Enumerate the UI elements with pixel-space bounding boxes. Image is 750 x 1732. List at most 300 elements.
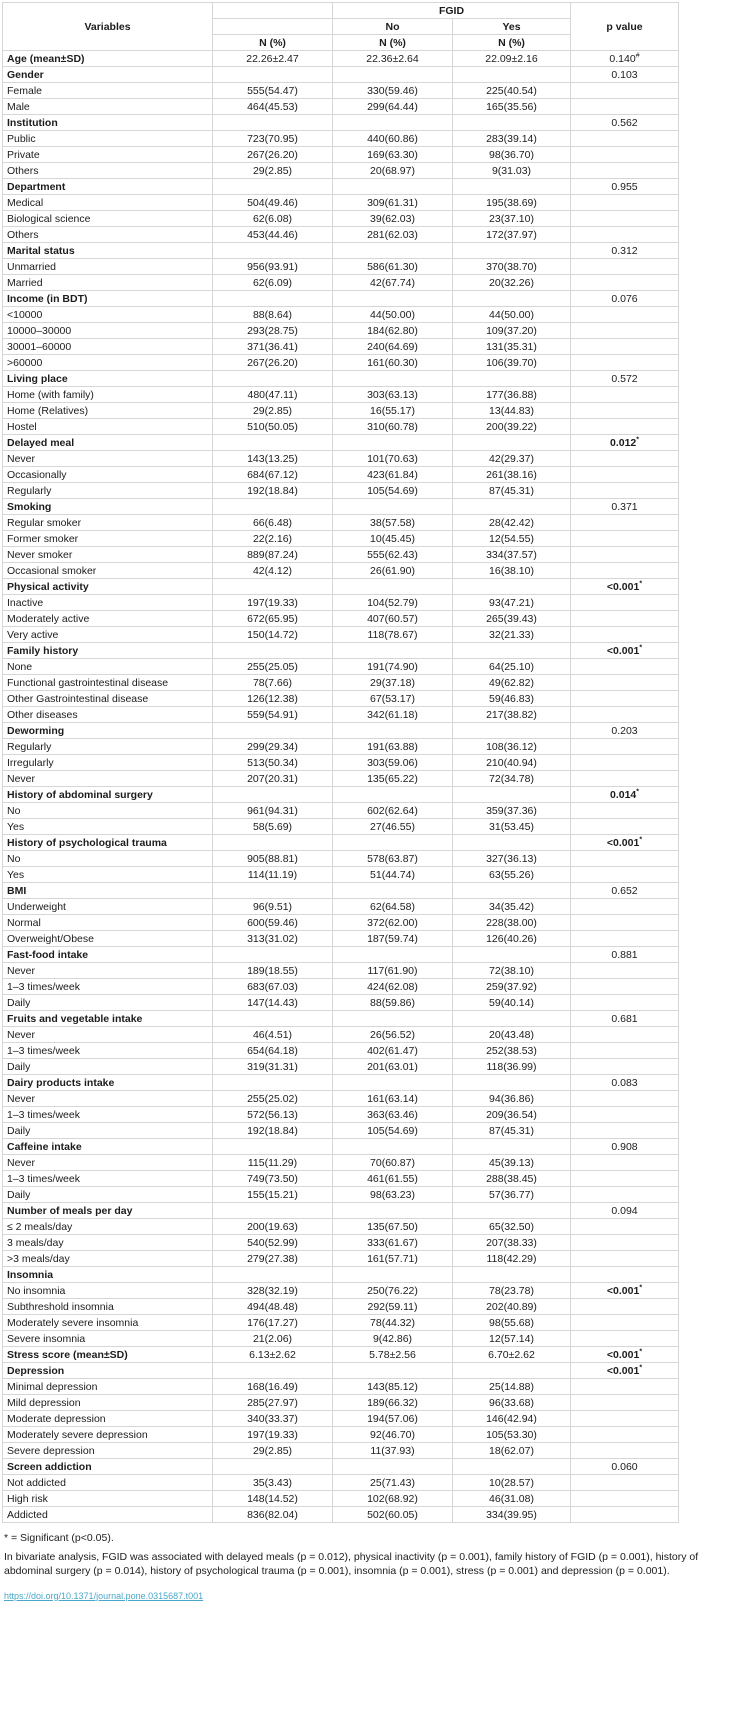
fgid-yes-cell: [453, 787, 571, 803]
p-value-cell: [571, 355, 679, 371]
table-row: [3, 1507, 679, 1523]
fgid-no-cell: 161(60.30): [333, 355, 453, 371]
p-value-cell: [571, 339, 679, 355]
table-row: [3, 547, 679, 563]
p-value-cell: 0.881: [571, 947, 679, 963]
total-cell: 510(50.05): [213, 419, 333, 435]
p-value-cell: [571, 1379, 679, 1395]
variable-cell: Moderate depression: [3, 1411, 213, 1427]
fgid-no-cell: [333, 579, 453, 595]
fgid-yes-cell: 98(55.68): [453, 1315, 571, 1331]
variable-cell: Dairy products intake: [3, 1075, 213, 1091]
fgid-no-cell: [333, 1459, 453, 1475]
variable-cell: Private: [3, 147, 213, 163]
p-value-cell: [571, 1187, 679, 1203]
variable-cell: Marital status: [3, 243, 213, 259]
header-n-pct-total: N (%): [213, 35, 333, 51]
total-cell: 328(32.19): [213, 1283, 333, 1299]
fgid-no-cell: 303(63.13): [333, 387, 453, 403]
variable-cell: Severe depression: [3, 1443, 213, 1459]
p-value-cell: [571, 563, 679, 579]
p-value-cell: [571, 675, 679, 691]
total-cell: [213, 787, 333, 803]
variable-cell: Moderately severe insomnia: [3, 1315, 213, 1331]
table-row: [3, 1235, 679, 1251]
variable-cell: Caffeine intake: [3, 1139, 213, 1155]
table-row: [3, 83, 679, 99]
fgid-yes-cell: 31(53.45): [453, 819, 571, 835]
table-row: [3, 1123, 679, 1139]
table-row: [3, 771, 679, 787]
p-value-cell: [571, 755, 679, 771]
fgid-no-cell: 161(57.71): [333, 1251, 453, 1267]
table-row: [3, 387, 679, 403]
total-cell: 684(67.12): [213, 467, 333, 483]
total-cell: 78(7.66): [213, 675, 333, 691]
p-value-cell: [571, 1155, 679, 1171]
fgid-no-cell: 187(59.74): [333, 931, 453, 947]
fgid-yes-cell: [453, 291, 571, 307]
variable-cell: Never: [3, 1027, 213, 1043]
fgid-yes-cell: [453, 1011, 571, 1027]
fgid-no-cell: 16(55.17): [333, 403, 453, 419]
total-cell: 255(25.05): [213, 659, 333, 675]
total-cell: [213, 291, 333, 307]
total-cell: 267(26.20): [213, 147, 333, 163]
total-cell: 513(50.34): [213, 755, 333, 771]
fgid-yes-cell: 202(40.89): [453, 1299, 571, 1315]
p-value-cell: [571, 819, 679, 835]
variable-cell: Hostel: [3, 419, 213, 435]
variable-cell: 1–3 times/week: [3, 1107, 213, 1123]
total-cell: 267(26.20): [213, 355, 333, 371]
fgid-no-cell: 303(59.06): [333, 755, 453, 771]
footnote-bivariate: In bivariate analysis, FGID was associated with delayed meals (p = 0.012), physical inactivity (p = 0.001), family history of FGID (p = 0.001), history of abdominal surgery (p = 0.014), history of psychological trauma (p = 0.001), insomnia (p = 0.001), stress (p = 0.001) and depression (p = 0.001).: [4, 1550, 699, 1577]
fgid-no-cell: 502(60.05): [333, 1507, 453, 1523]
variable-cell: Never: [3, 963, 213, 979]
fgid-no-cell: 105(54.69): [333, 1123, 453, 1139]
variable-cell: History of abdominal surgery: [3, 787, 213, 803]
fgid-no-cell: 44(50.00): [333, 307, 453, 323]
variable-cell: Regular smoker: [3, 515, 213, 531]
table-row: [3, 1363, 679, 1379]
fgid-no-cell: 407(60.57): [333, 611, 453, 627]
table-row: [3, 1219, 679, 1235]
fgid-yes-cell: 106(39.70): [453, 355, 571, 371]
total-cell: 22(2.16): [213, 531, 333, 547]
total-cell: 555(54.47): [213, 83, 333, 99]
variable-cell: Regularly: [3, 483, 213, 499]
fgid-no-cell: 342(61.18): [333, 707, 453, 723]
fgid-yes-cell: 42(29.37): [453, 451, 571, 467]
total-cell: [213, 1459, 333, 1475]
p-value-superscript: #: [635, 52, 640, 59]
table-row: [3, 1475, 679, 1491]
total-cell: 255(25.02): [213, 1091, 333, 1107]
table-row: [3, 1187, 679, 1203]
p-value-cell: [571, 1171, 679, 1187]
p-value-cell: 0.908: [571, 1139, 679, 1155]
fgid-yes-cell: 217(38.82): [453, 707, 571, 723]
p-value-cell: [571, 899, 679, 915]
variable-cell: Public: [3, 131, 213, 147]
variable-cell: Insomnia: [3, 1267, 213, 1283]
fgid-no-cell: 22.36±2.64: [333, 51, 453, 67]
fgid-no-cell: [333, 883, 453, 899]
variable-cell: Mild depression: [3, 1395, 213, 1411]
fgid-yes-cell: 20(32.26): [453, 275, 571, 291]
total-cell: 654(64.18): [213, 1043, 333, 1059]
table-row: [3, 1395, 679, 1411]
table-row: [3, 851, 679, 867]
fgid-no-cell: [333, 947, 453, 963]
fgid-no-cell: 143(85.12): [333, 1379, 453, 1395]
p-value-cell: <0.001*: [571, 643, 679, 659]
p-value-cell: [571, 131, 679, 147]
fgid-no-cell: 20(68.97): [333, 163, 453, 179]
fgid-yes-cell: [453, 371, 571, 387]
doi-link[interactable]: https://doi.org/10.1371/journal.pone.0315687.t001: [4, 1590, 204, 1601]
fgid-no-cell: 201(63.01): [333, 1059, 453, 1075]
fgid-yes-cell: 359(37.36): [453, 803, 571, 819]
fgid-yes-cell: 78(23.78): [453, 1283, 571, 1299]
variable-cell: >60000: [3, 355, 213, 371]
variable-cell: Very active: [3, 627, 213, 643]
variable-cell: Delayed meal: [3, 435, 213, 451]
fgid-yes-cell: 65(32.50): [453, 1219, 571, 1235]
fgid-no-cell: [333, 1075, 453, 1091]
p-value-cell: [571, 1315, 679, 1331]
variable-cell: Stress score (mean±SD): [3, 1347, 213, 1363]
variable-cell: 1–3 times/week: [3, 1043, 213, 1059]
variable-cell: Occasional smoker: [3, 563, 213, 579]
variable-cell: Physical activity: [3, 579, 213, 595]
table-row: [3, 931, 679, 947]
total-cell: [213, 947, 333, 963]
table-row: [3, 499, 679, 515]
p-value-cell: [571, 211, 679, 227]
total-cell: 559(54.91): [213, 707, 333, 723]
p-value-cell: 0.203: [571, 723, 679, 739]
table-row: [3, 1251, 679, 1267]
total-cell: 453(44.46): [213, 227, 333, 243]
fgid-yes-cell: 105(53.30): [453, 1427, 571, 1443]
total-cell: 207(20.31): [213, 771, 333, 787]
variable-cell: Other Gastrointestinal disease: [3, 691, 213, 707]
fgid-no-cell: 299(64.44): [333, 99, 453, 115]
fgid-no-cell: 101(70.63): [333, 451, 453, 467]
variable-cell: Married: [3, 275, 213, 291]
p-value-cell: [571, 1027, 679, 1043]
table-row: [3, 1043, 679, 1059]
fgid-no-cell: 184(62.80): [333, 323, 453, 339]
variable-cell: Regularly: [3, 739, 213, 755]
variable-cell: Male: [3, 99, 213, 115]
variable-cell: Never smoker: [3, 547, 213, 563]
table-row: [3, 531, 679, 547]
fgid-no-cell: 10(45.45): [333, 531, 453, 547]
variable-cell: Never: [3, 451, 213, 467]
p-value-cell: <0.001*: [571, 579, 679, 595]
table-row: [3, 643, 679, 659]
table-row: [3, 483, 679, 499]
total-cell: 285(27.97): [213, 1395, 333, 1411]
total-cell: 672(65.95): [213, 611, 333, 627]
fgid-yes-cell: [453, 1139, 571, 1155]
p-value-cell: 0.014*: [571, 787, 679, 803]
variable-cell: Others: [3, 227, 213, 243]
table-row: [3, 307, 679, 323]
table-row: [3, 803, 679, 819]
table-row: [3, 1011, 679, 1027]
variable-cell: Female: [3, 83, 213, 99]
table-row: [3, 1075, 679, 1091]
fgid-no-cell: 363(63.46): [333, 1107, 453, 1123]
fgid-yes-cell: 59(40.14): [453, 995, 571, 1011]
total-cell: 29(2.85): [213, 403, 333, 419]
fgid-yes-cell: 98(36.70): [453, 147, 571, 163]
total-cell: 299(29.34): [213, 739, 333, 755]
fgid-no-cell: 250(76.22): [333, 1283, 453, 1299]
p-value-cell: 0.103: [571, 67, 679, 83]
variable-cell: Daily: [3, 995, 213, 1011]
variable-cell: Depression: [3, 1363, 213, 1379]
p-value-superscript: *: [639, 1348, 643, 1355]
p-value-cell: [571, 851, 679, 867]
table-row: [3, 963, 679, 979]
fgid-no-cell: 11(37.93): [333, 1443, 453, 1459]
variable-cell: Screen addiction: [3, 1459, 213, 1475]
fgid-no-cell: 92(46.70): [333, 1427, 453, 1443]
variable-cell: Living place: [3, 371, 213, 387]
total-cell: [213, 835, 333, 851]
total-cell: 197(19.33): [213, 1427, 333, 1443]
fgid-yes-cell: 94(36.86): [453, 1091, 571, 1107]
fgid-yes-cell: 9(31.03): [453, 163, 571, 179]
fgid-yes-cell: 32(21.33): [453, 627, 571, 643]
p-value-cell: [571, 803, 679, 819]
fgid-yes-cell: 44(50.00): [453, 307, 571, 323]
p-value-cell: 0.083: [571, 1075, 679, 1091]
fgid-no-cell: 39(62.03): [333, 211, 453, 227]
p-value-cell: [571, 403, 679, 419]
variable-cell: Functional gastrointestinal disease: [3, 675, 213, 691]
variable-cell: 1–3 times/week: [3, 1171, 213, 1187]
p-value-cell: 0.681: [571, 1011, 679, 1027]
fgid-yes-cell: 22.09±2.16: [453, 51, 571, 67]
fgid-yes-cell: 209(36.54): [453, 1107, 571, 1123]
fgid-yes-cell: 370(38.70): [453, 259, 571, 275]
p-value-cell: [571, 1219, 679, 1235]
total-cell: 319(31.31): [213, 1059, 333, 1075]
table-row: [3, 1139, 679, 1155]
total-cell: 494(48.48): [213, 1299, 333, 1315]
p-value-cell: [571, 1411, 679, 1427]
fgid-yes-cell: 87(45.31): [453, 483, 571, 499]
fgid-no-cell: [333, 499, 453, 515]
fgid-no-cell: 88(59.86): [333, 995, 453, 1011]
fgid-no-cell: 51(44.74): [333, 867, 453, 883]
fgid-yes-cell: 327(36.13): [453, 851, 571, 867]
p-value-cell: 0.955: [571, 179, 679, 195]
table-row: [3, 403, 679, 419]
p-value-cell: 0.652: [571, 883, 679, 899]
table-row: [3, 947, 679, 963]
variable-cell: BMI: [3, 883, 213, 899]
fgid-yes-cell: 12(57.14): [453, 1331, 571, 1347]
table-row: [3, 995, 679, 1011]
variable-cell: Gender: [3, 67, 213, 83]
table-row: [3, 899, 679, 915]
table-row: [3, 595, 679, 611]
table-row: [3, 979, 679, 995]
table-row: [3, 131, 679, 147]
table-row: [3, 1283, 679, 1299]
p-value-cell: 0.140#: [571, 51, 679, 67]
table-row: [3, 915, 679, 931]
table-row: [3, 579, 679, 595]
total-cell: 192(18.84): [213, 1123, 333, 1139]
variable-cell: Medical: [3, 195, 213, 211]
fgid-yes-cell: [453, 499, 571, 515]
p-value-cell: [571, 307, 679, 323]
table-row: [3, 163, 679, 179]
table-row: [3, 451, 679, 467]
fgid-yes-cell: [453, 883, 571, 899]
fgid-yes-cell: 334(37.57): [453, 547, 571, 563]
table-row: [3, 339, 679, 355]
total-cell: 683(67.03): [213, 979, 333, 995]
p-value-cell: [571, 1475, 679, 1491]
p-value-cell: [571, 659, 679, 675]
variable-cell: <10000: [3, 307, 213, 323]
total-cell: 889(87.24): [213, 547, 333, 563]
table-row: [3, 195, 679, 211]
table-row: [3, 1411, 679, 1427]
fgid-yes-cell: [453, 115, 571, 131]
table-row: [3, 1027, 679, 1043]
fgid-no-cell: 38(57.58): [333, 515, 453, 531]
fgid-yes-cell: [453, 579, 571, 595]
p-value-cell: <0.001*: [571, 1363, 679, 1379]
p-value-cell: [571, 1331, 679, 1347]
total-cell: 42(4.12): [213, 563, 333, 579]
p-value-cell: [571, 1091, 679, 1107]
total-cell: 21(2.06): [213, 1331, 333, 1347]
fgid-no-cell: 27(46.55): [333, 819, 453, 835]
table-row: [3, 1267, 679, 1283]
p-value-cell: [571, 323, 679, 339]
total-cell: [213, 115, 333, 131]
fgid-no-cell: 191(74.90): [333, 659, 453, 675]
fgid-no-cell: 62(64.58): [333, 899, 453, 915]
total-cell: 961(94.31): [213, 803, 333, 819]
total-cell: 293(28.75): [213, 323, 333, 339]
variable-cell: No: [3, 851, 213, 867]
fgid-no-cell: 586(61.30): [333, 259, 453, 275]
header-p-value: p value: [571, 3, 679, 51]
fgid-no-cell: 26(61.90): [333, 563, 453, 579]
variable-cell: Moderately active: [3, 611, 213, 627]
variable-cell: Overweight/Obese: [3, 931, 213, 947]
fgid-yes-cell: 23(37.10): [453, 211, 571, 227]
p-value-superscript: *: [636, 788, 639, 795]
fgid-no-cell: [333, 115, 453, 131]
total-cell: [213, 643, 333, 659]
fgid-yes-cell: 28(42.42): [453, 515, 571, 531]
p-value-superscript: *: [639, 836, 643, 843]
fgid-no-cell: [333, 723, 453, 739]
fgid-no-cell: 440(60.86): [333, 131, 453, 147]
fgid-yes-cell: 228(38.00): [453, 915, 571, 931]
p-value-cell: 0.562: [571, 115, 679, 131]
total-cell: [213, 179, 333, 195]
fgid-no-cell: 169(63.30): [333, 147, 453, 163]
p-value-cell: 0.076: [571, 291, 679, 307]
p-value-cell: [571, 963, 679, 979]
table-row: [3, 435, 679, 451]
p-value-cell: [571, 147, 679, 163]
fgid-no-cell: 5.78±2.56: [333, 1347, 453, 1363]
fgid-no-cell: 26(56.52): [333, 1027, 453, 1043]
p-value-cell: [571, 195, 679, 211]
fgid-yes-cell: 165(35.56): [453, 99, 571, 115]
table-row: [3, 227, 679, 243]
p-value-cell: [571, 979, 679, 995]
p-value-cell: [571, 595, 679, 611]
total-cell: 279(27.38): [213, 1251, 333, 1267]
fgid-yes-cell: 146(42.94): [453, 1411, 571, 1427]
fgid-no-cell: [333, 787, 453, 803]
fgid-no-cell: [333, 643, 453, 659]
p-value-cell: [571, 1507, 679, 1523]
total-cell: 148(14.52): [213, 1491, 333, 1507]
fgid-no-cell: [333, 1011, 453, 1027]
p-value-cell: [571, 227, 679, 243]
variable-cell: Severe insomnia: [3, 1331, 213, 1347]
variable-cell: Smoking: [3, 499, 213, 515]
total-cell: 192(18.84): [213, 483, 333, 499]
p-value-cell: [571, 515, 679, 531]
table-row: [3, 115, 679, 131]
fgid-yes-cell: 265(39.43): [453, 611, 571, 627]
total-cell: [213, 1075, 333, 1091]
fgid-yes-cell: 18(62.07): [453, 1443, 571, 1459]
fgid-yes-cell: [453, 243, 571, 259]
table-row: [3, 467, 679, 483]
variable-cell: Daily: [3, 1123, 213, 1139]
fgid-no-cell: [333, 371, 453, 387]
fgid-no-cell: 333(61.67): [333, 1235, 453, 1251]
header-variables: Variables: [3, 3, 213, 51]
total-cell: 46(4.51): [213, 1027, 333, 1043]
variable-cell: Family history: [3, 643, 213, 659]
table-footnotes: [4, 1531, 746, 1579]
total-cell: 464(45.53): [213, 99, 333, 115]
fgid-yes-cell: 108(36.12): [453, 739, 571, 755]
table-row: [3, 1331, 679, 1347]
total-cell: 197(19.33): [213, 595, 333, 611]
fgid-no-cell: 555(62.43): [333, 547, 453, 563]
fgid-yes-cell: 118(36.99): [453, 1059, 571, 1075]
variable-cell: Others: [3, 163, 213, 179]
table-row: [3, 1443, 679, 1459]
header-no: No: [333, 19, 453, 35]
fgid-no-cell: 330(59.46): [333, 83, 453, 99]
header-fgid: FGID: [333, 3, 571, 19]
variable-cell: Inactive: [3, 595, 213, 611]
fgid-yes-cell: 46(31.08): [453, 1491, 571, 1507]
